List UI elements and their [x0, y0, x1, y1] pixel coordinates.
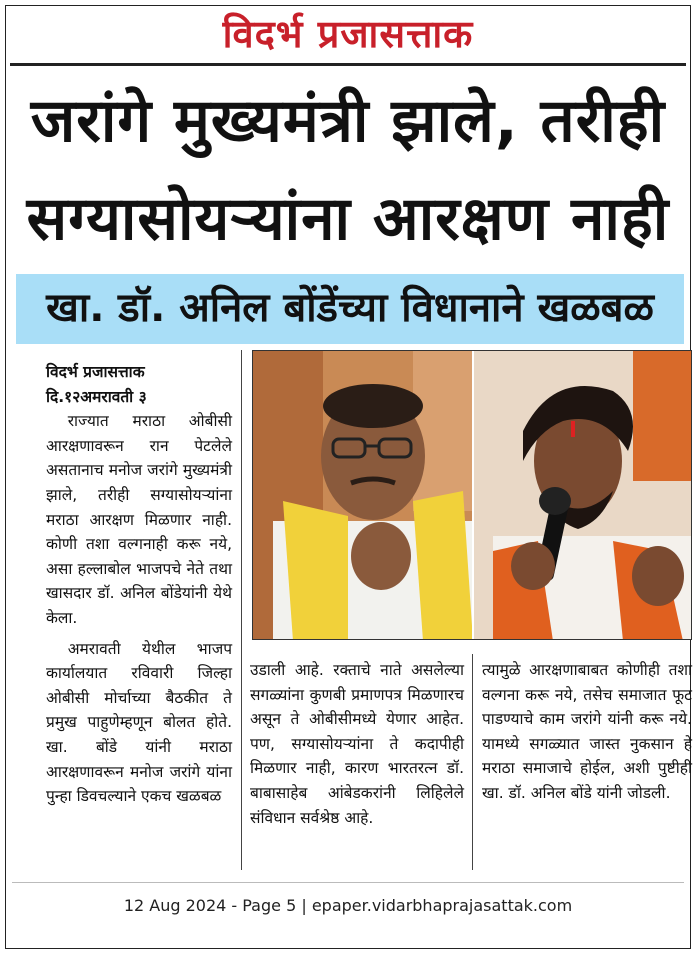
- photo-illustration: [253, 351, 692, 640]
- newspaper-clipping: [5, 5, 691, 949]
- byline-paper: विदर्भ प्रजासत्ताक: [46, 363, 145, 381]
- headline-line-2: सग्यासोयऱ्यांना आरक्षण नाही: [26, 184, 670, 254]
- headline-line-1: जरांगे मुख्यमंत्री झाले, तरीही: [30, 86, 666, 156]
- article-paragraph: राज्यात मराठा ओबीसी आरक्षणावरून रान पेटलेले असतानाच मनोज जरांगे मुख्यमंत्री झाले, तरीही सग्यासोयऱ्यांना मराठा आरक्षण मिळणार नाही. कोणी तशा वल्गनाही करू नये, असा हल्लाबोल भाजपचे नेते तथा खासदार डॉ. अनिल बोंडेयांनी येथे केला.: [46, 412, 232, 627]
- article-column-1: [46, 360, 232, 809]
- article-column-3: [482, 658, 692, 806]
- column-divider: [241, 350, 242, 870]
- subheadline-band: [16, 274, 684, 344]
- masthead: [6, 6, 690, 64]
- article-paragraph: अमरावती येथील भाजप कार्यालयात रविवारी जिल्हा ओबीसी मोर्चाच्या बैठकीत ते प्रमुख पाहुणेम्हणून बोलत होते. खा. बोंडे यांनी मराठा आरक्षणावरून मनोज जरांगे यांना पुन्हा डिवचल्याने एकच खळबळ: [46, 639, 232, 806]
- masthead-rule: [10, 63, 686, 66]
- footer-source: 12 Aug 2024 - Page 5 | epaper.vidarbhaprajasattak.com: [123, 896, 573, 915]
- column-divider: [472, 654, 473, 870]
- article-column-2: [250, 658, 464, 830]
- footer-rule: [12, 882, 684, 883]
- article-paragraph: त्यामुळे आरक्षणाबाबत कोणीही तशा वल्गना करू नये, तसेच समाजात फूट पाडण्याचे काम जरांगे यांनी करू नये. यामध्ये सगळ्यात जास्त नुकसान हे मराठा समाजाचे होईल, अशी पुष्टीही खा. डॉ. अनिल बोंडे यांनी जोडली.: [482, 661, 692, 802]
- article-photo: [252, 350, 692, 640]
- byline-dateline: दि.१२अमरावती ३: [46, 387, 147, 406]
- subheadline: खा. डॉ. अनिल बोंडेंच्या विधानाने खळबळ: [46, 285, 654, 331]
- masthead-title: विदर्भ प्रजासत्ताक: [222, 12, 474, 56]
- article-paragraph: उडाली आहे. रक्ताचे नाते असलेल्या सगळ्यांना कुणबी प्रमाणपत्र मिळणारच असून ते ओबीसीमध्ये येणार आहेत. पण, सग्यासोयऱ्यांना ते कदापीही मिळणार नाही, कारण भारतरत्न डॉ. बाबासाहेब आंबेडकरांनी लिहिलेले संविधान सर्वश्रेष्ठ आहे.: [250, 661, 464, 827]
